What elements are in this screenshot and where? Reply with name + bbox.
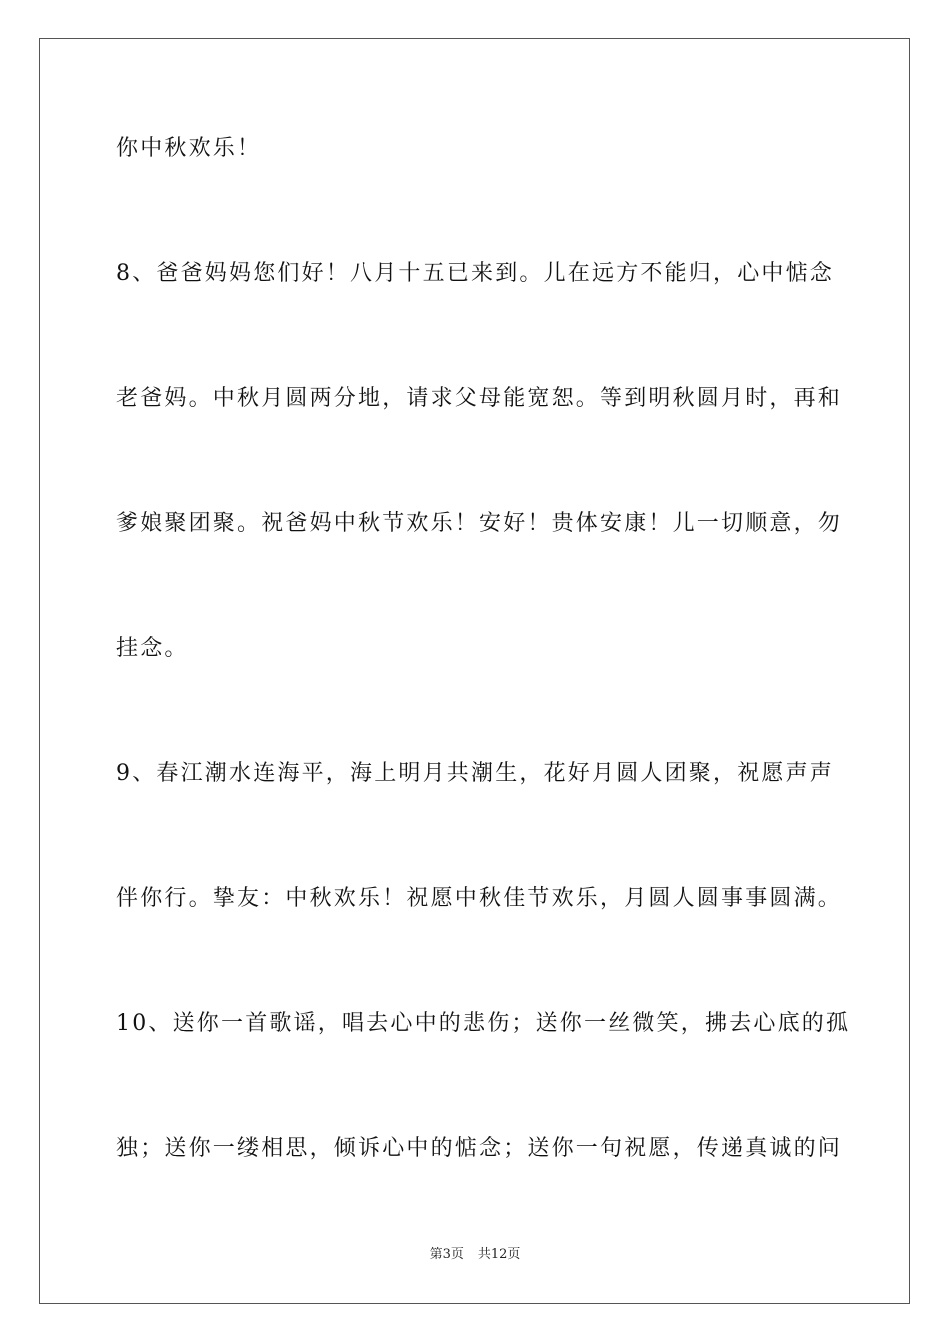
page-frame xyxy=(39,38,910,1304)
text-line: 独；送你一缕相思，倾诉心中的惦念；送你一句祝愿，传递真诚的问 xyxy=(116,1136,843,1161)
text-line: 8、爸爸妈妈您们好！八月十五已来到。儿在远方不能归，心中惦念 xyxy=(116,261,834,286)
page-footer xyxy=(0,1246,950,1264)
page-total: 共12页 xyxy=(477,1247,521,1262)
text-line: 挂念。 xyxy=(116,636,189,661)
text-line: 伴你行。挚友：中秋欢乐！祝愿中秋佳节欢乐，月圆人圆事事圆满。 xyxy=(116,886,843,911)
text-line: 你中秋欢乐！ xyxy=(116,136,262,161)
text-line: 9、春江潮水连海平，海上明月共潮生，花好月圆人团聚，祝愿声声 xyxy=(116,761,834,786)
text-line: 爹娘聚团聚。祝爸妈中秋节欢乐！安好！贵体安康！儿一切顺意，勿 xyxy=(116,511,843,536)
text-line: 老爸妈。中秋月圆两分地，请求父母能宽恕。等到明秋圆月时，再和 xyxy=(116,386,843,411)
text-line: 10、送你一首歌谣，唱去心中的悲伤；送你一丝微笑，拂去心底的孤 xyxy=(116,1011,851,1036)
page-number: 第3页 xyxy=(429,1247,464,1262)
